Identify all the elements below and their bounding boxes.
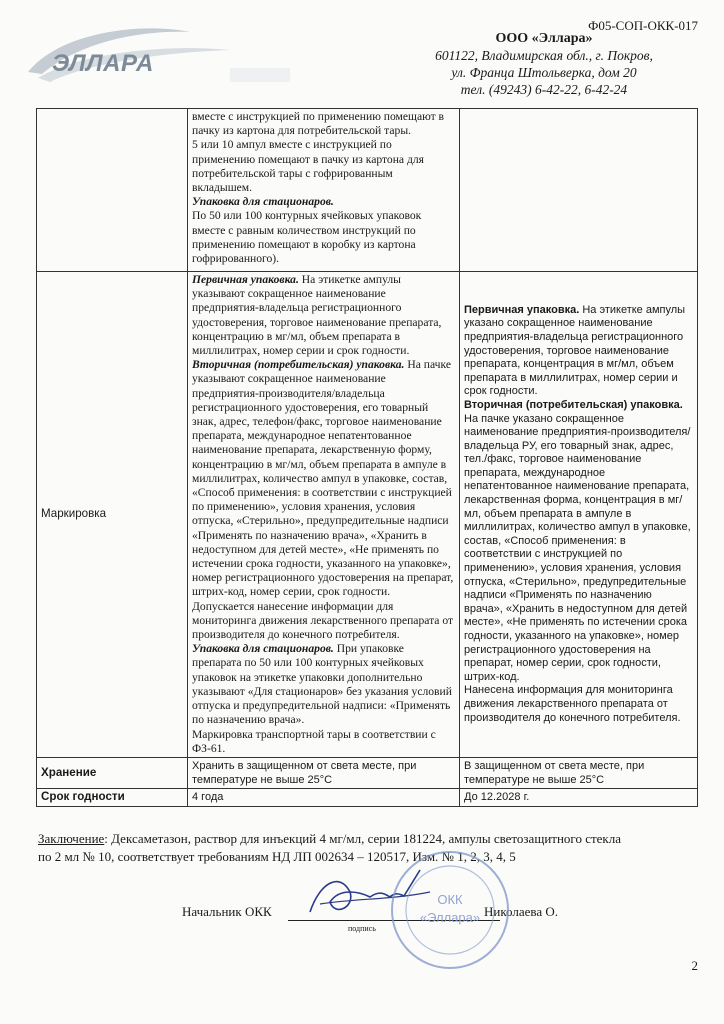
company-address-line1: 601122, Владимирская обл., г. Покров, <box>435 48 653 63</box>
actual-primary-heading: Первичная упаковка. <box>464 303 580 316</box>
spec-monitoring-text: Допускается нанесение информации для мониторинга движения лекарственного препарата от производителя до конечного потребителя. <box>192 599 454 642</box>
cell-marking-actual <box>460 272 698 758</box>
table-row-shelf-life <box>37 789 698 806</box>
packaging-text-1: вместе с инструкцией по применению помещают в пачку из картона для потребительской тары. <box>192 110 445 138</box>
actual-primary-text: На этикетке ампулы указано сокращенное наименование предприятия-владельца регистрационного удостоверения, торговое наименование препарата, концентрация в мг/мл, объем препарата в миллилитрах, номер серии и срок годности. <box>464 303 686 398</box>
packaging-text-2: 5 или 10 ампул вместе с инструкцией по применению помещают в пачку из картона для потребительской тары с гофрированным вкладышем. <box>192 138 424 195</box>
actual-secondary-heading: Вторичная (потребительская) упаковка. <box>464 398 683 411</box>
spec-primary-heading: Первичная упаковка. <box>192 273 299 286</box>
conclusion-block <box>38 830 678 866</box>
cell-empty-label <box>37 109 188 272</box>
signatory-name: Николаева О. <box>484 904 558 919</box>
shelf-life-spec: 4 года <box>188 789 460 806</box>
storage-spec: Хранить в защищенном от света месте, при температуре не выше 25°C <box>188 757 460 788</box>
spec-secondary-heading: Вторичная (потребительская) упаковка. <box>192 358 405 372</box>
company-name: ООО «Эллара» <box>495 31 593 46</box>
logo-text: ЭЛЛАРА <box>52 50 154 77</box>
company-block <box>394 30 694 98</box>
conclusion-text-line2: по 2 мл № 10, соответствует требованиям НД ЛП 002634 – 120517, Изм. № 1, 2, 3, 4, 5 <box>38 849 516 864</box>
spec-hospital-text: При упаковке препарата по 50 или 100 контурных ячейковых упаковок на этикетке упаковки дополнительно указывают «Для стационаров» без указания условий отпуска и предупредительной надписи: «Применять по назначению врача». <box>192 642 452 727</box>
company-address-line2: ул. Франца Штольверка, дом 20 <box>451 65 637 80</box>
spec-transport-text: Маркировка транспортной тары в соответствии с ФЗ-61. <box>192 727 436 755</box>
storage-actual: В защищенном от света месте, при температуре не выше 25°C <box>460 757 698 788</box>
company-phone: тел. (49243) 6-42-22, 6-42-24 <box>460 82 628 97</box>
signature-caption: подпись <box>348 924 376 933</box>
cell-packaging-actual <box>460 109 698 272</box>
stamp-text-line1: ОКК <box>437 892 463 907</box>
marking-label: Маркировка <box>37 272 188 758</box>
company-logo <box>20 22 310 92</box>
actual-secondary-text: На пачке указано сокращенное наименование предприятия-производителя/владельца РУ, его товарный знак, адрес, тел./факс, торговое наименование препарата, международное непатентованное наименование препарата, лекарственная форма, концентрация в мг/мл, объем препарата в ампуле в миллилитрах, количество ампул в упаковке, состав, «Способ применения: в соответствии с инструкцией по применению», условия хранения, условия отпуска, «Стерильно», предупредительные надписи «Применять по назначению врача», «Хранить в недоступном для детей месте», «Не применять по истечении срока годности, указанного на упаковке», номер регистрационного удостоверения на препарат, номер серии, срок годности, штрих-код. <box>464 412 691 683</box>
stamp-text-line2: «Эллара» <box>419 910 481 925</box>
storage-label: Хранение <box>37 757 188 788</box>
company-stamp <box>388 848 512 972</box>
shelf-life-label: Срок годности <box>37 789 188 806</box>
table-row-marking <box>37 272 698 758</box>
table-row-continuation <box>37 109 698 272</box>
table-row-storage <box>37 757 698 788</box>
page-number: 2 <box>691 958 698 973</box>
conclusion-label: Заключение <box>38 831 105 846</box>
cell-packaging-spec <box>188 109 460 272</box>
document-code: Ф05-СОП-ОКК-017 <box>588 18 698 33</box>
stamp-seal-icon <box>388 848 512 972</box>
actual-monitoring-text: Нанесена информация для мониторинга движения лекарственного препарата от производителя до конечного потребителя. <box>464 684 681 724</box>
packaging-hospital-heading: Упаковка для стационаров. <box>192 195 334 209</box>
spec-hospital-heading: Упаковка для стационаров. <box>192 642 334 656</box>
conclusion-text-line1: : Дексаметазон, раствор для инъекций 4 мг/мл, серии 181224, ампулы светозащитного стекла <box>104 831 621 846</box>
signatory-title: Начальник ОКК <box>182 904 272 919</box>
spec-primary-text: На этикетке ампулы указывают сокращенное наименование предприятия-владельца регистрационного удостоверения, торговое наименование препарата, концентрацию в мг/мл, объем препарата в миллилитрах, номер серии и срок годности. <box>192 273 442 358</box>
packaging-text-3: По 50 или 100 контурных ячейковых упаковок вместе с равным количеством инструкций по применению помещают в коробку из картона гофрированного). <box>192 209 422 266</box>
shelf-life-actual: До 12.2028 г. <box>460 789 698 806</box>
spec-secondary-text: На пачке указывают сокращенное наименование предприятия-производителя/владельца регистрационного удостоверения, его товарный знак, адрес, телефон/факс, торговое наименование препарата, международное непатентованное наименование препарата, лекарственную форму, концентрацию в мг/мл, объем препарата в ампуле в миллилитрах, количество ампул в упаковке, состав, «Способ применения: в соответствии с инструкцией по применению», условия хранения, условия отпуска, «Стерильно», предупредительные надписи «Применять по назначению врача», «Хранить в недоступном для детей месте», «Не применять по истечении срока годности, указанного на упаковке», номер регистрационного удостоверения на препарат, штрих-код, номер серии, срок годности. <box>192 358 454 599</box>
cell-marking-spec <box>188 272 460 758</box>
specification-table <box>36 108 698 807</box>
